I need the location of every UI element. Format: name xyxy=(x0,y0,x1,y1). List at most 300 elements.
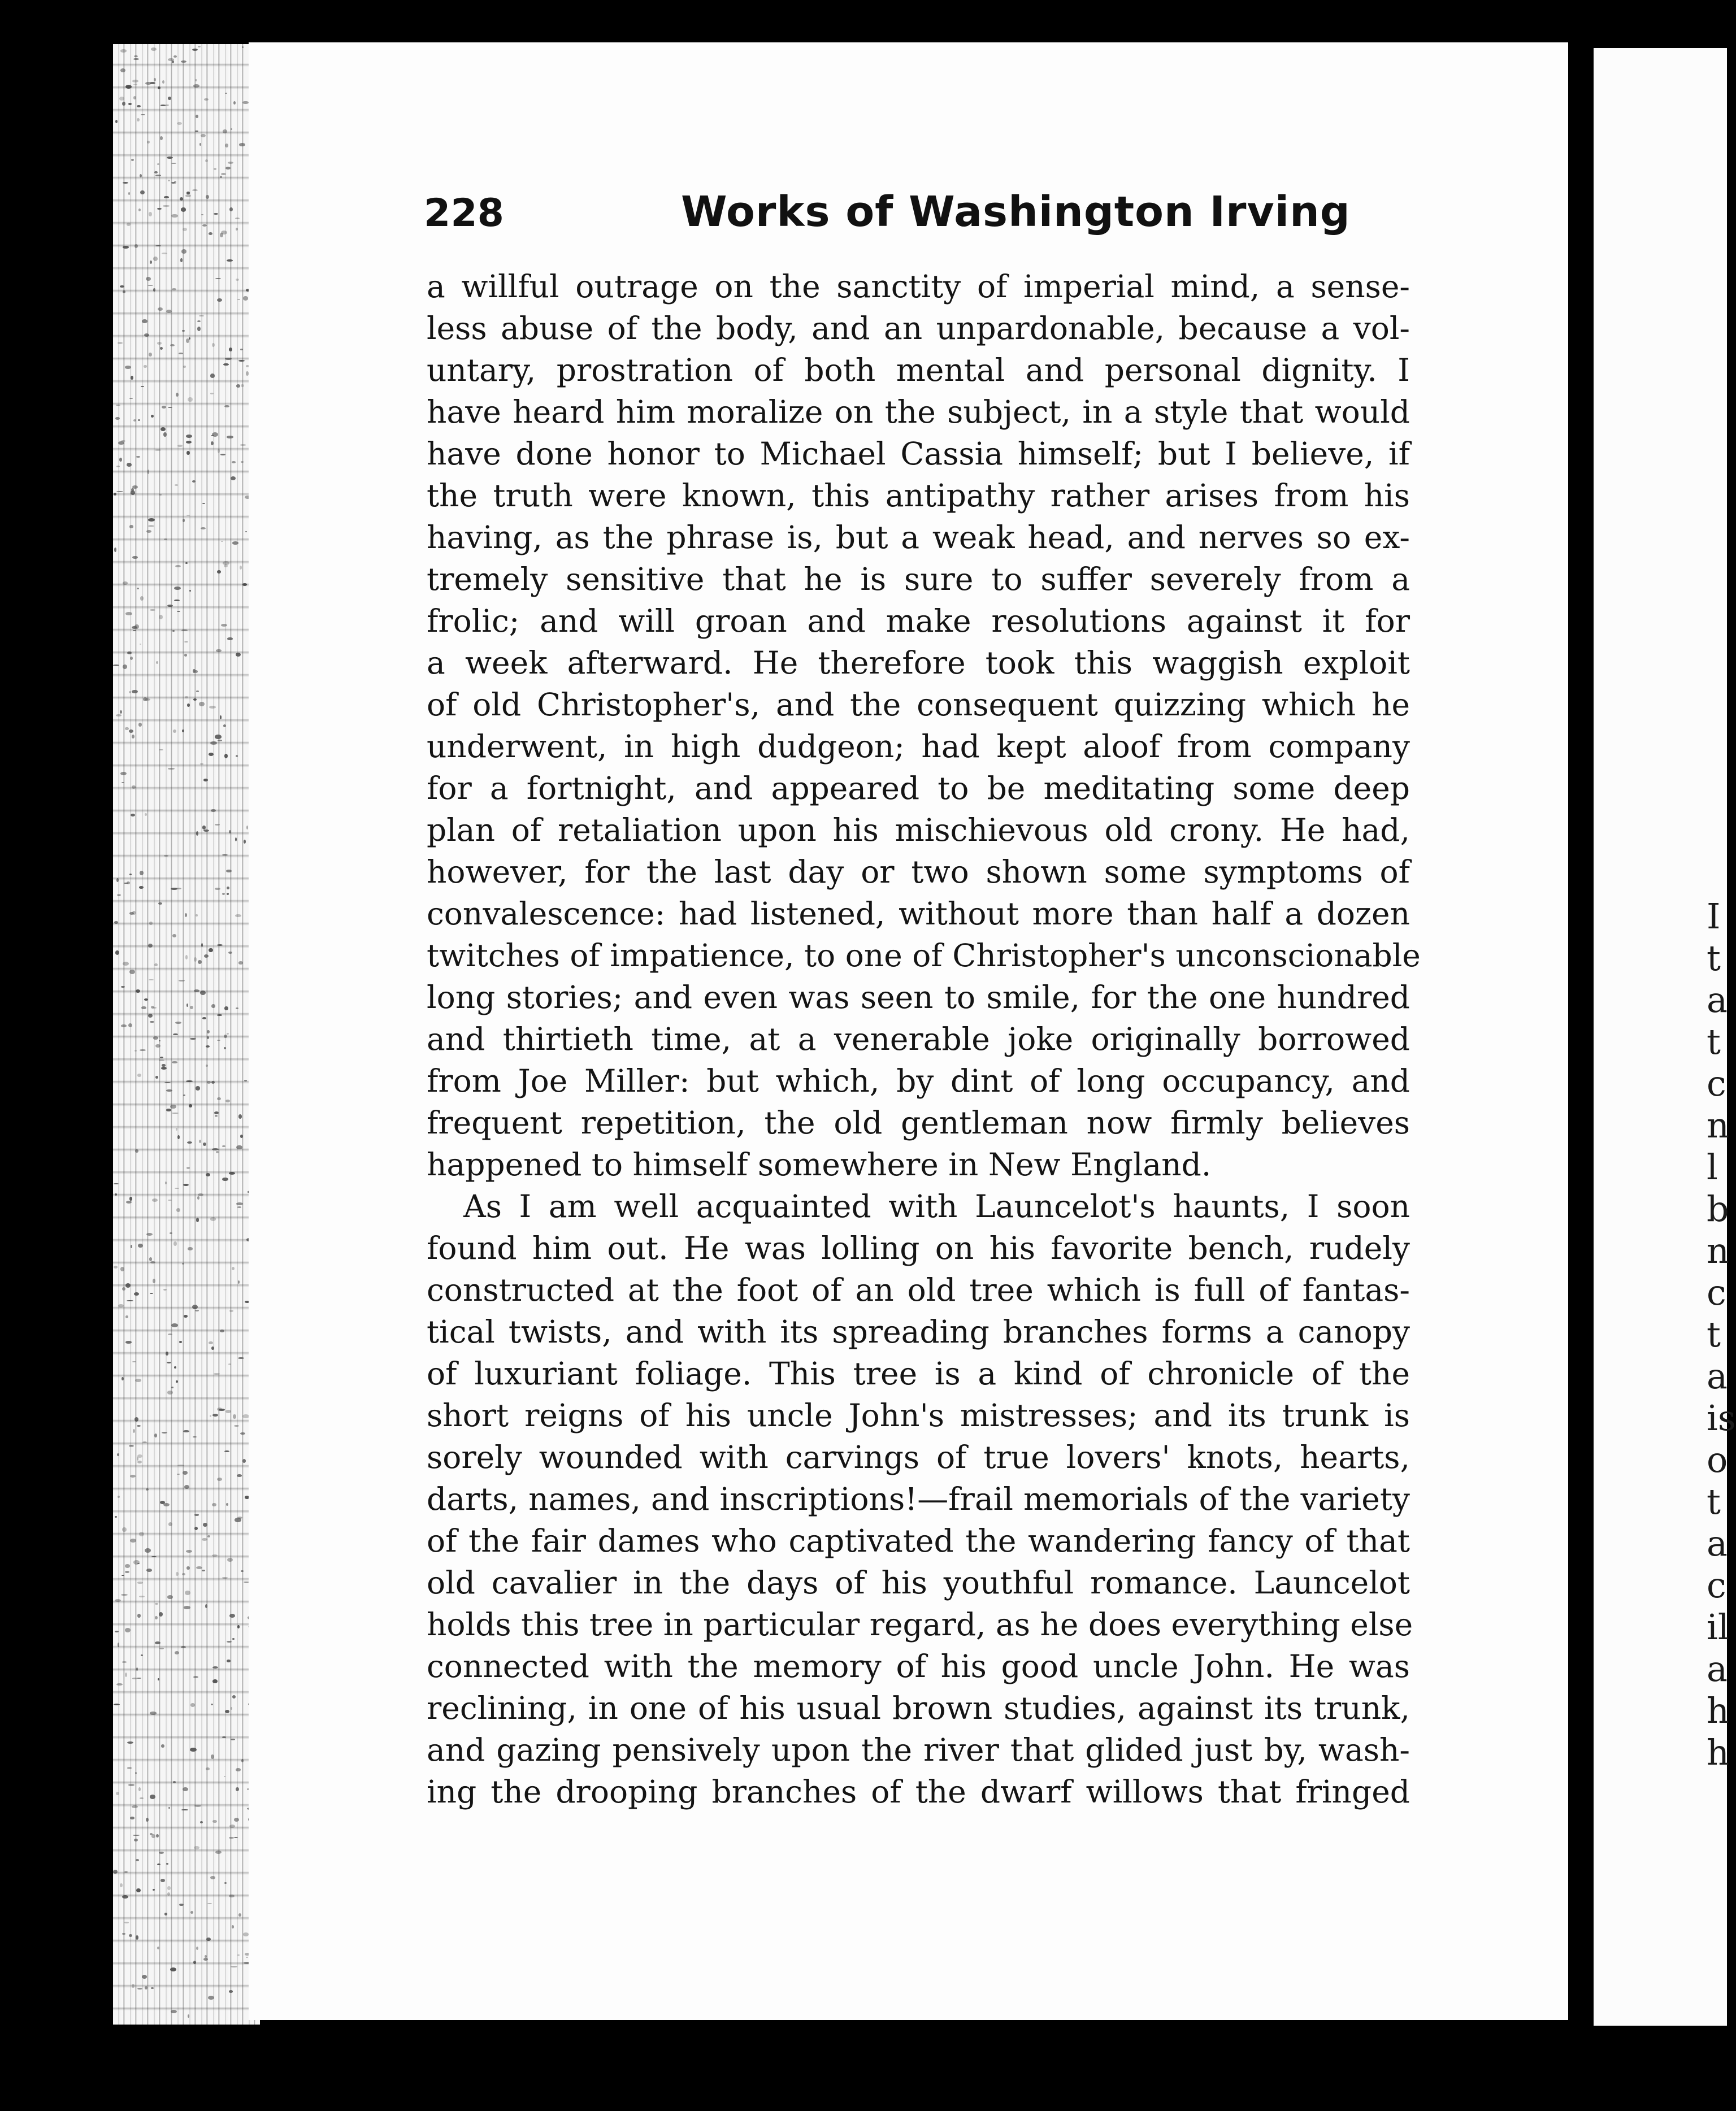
edge-speckle xyxy=(140,1049,146,1051)
edge-speckle xyxy=(156,1834,159,1838)
text-line: plan of retaliation upon his mischievous old crony. He had, xyxy=(427,812,1410,848)
edge-speckle xyxy=(132,1805,137,1808)
edge-speckle xyxy=(176,1572,179,1576)
edge-speckle xyxy=(146,1818,149,1822)
edge-speckle xyxy=(237,299,240,300)
edge-speckle xyxy=(186,435,193,438)
edge-speckle xyxy=(176,1128,177,1131)
edge-speckle xyxy=(125,1283,131,1288)
edge-speckle xyxy=(215,735,221,739)
edge-speckle xyxy=(196,914,197,916)
edge-speckle xyxy=(235,914,241,917)
edge-speckle xyxy=(132,556,138,559)
edge-speckle xyxy=(158,1678,159,1680)
edge-speckle xyxy=(234,1818,240,1822)
edge-speckle xyxy=(246,826,248,829)
edge-speckle xyxy=(122,1287,125,1291)
edge-speckle xyxy=(167,1892,170,1896)
edge-speckle xyxy=(245,531,247,532)
edge-speckle xyxy=(232,1695,236,1699)
edge-speckle xyxy=(219,1409,224,1411)
edge-speckle xyxy=(128,192,130,195)
edge-speckle xyxy=(184,1485,189,1489)
edge-speckle xyxy=(186,1004,188,1006)
edge-speckle xyxy=(224,1006,228,1010)
edge-speckle xyxy=(125,612,132,615)
edge-speckle xyxy=(229,1172,235,1175)
edge-speckle xyxy=(138,1787,141,1791)
edge-speckle xyxy=(133,1560,140,1565)
edge-speckle xyxy=(223,129,227,133)
edge-speckle xyxy=(144,998,148,1001)
edge-speckle xyxy=(206,1045,210,1048)
edge-speckle xyxy=(121,1024,127,1027)
edge-speckle xyxy=(132,1984,135,1987)
edge-speckle xyxy=(187,1141,192,1144)
edge-speckle xyxy=(121,440,125,442)
edge-speckle xyxy=(236,1007,238,1009)
edge-speckle xyxy=(210,393,214,394)
edge-speckle xyxy=(197,1196,199,1200)
edge-speckle xyxy=(166,1089,172,1092)
edge-speckle xyxy=(183,1471,188,1475)
edge-speckle xyxy=(189,1104,192,1107)
edge-speckle xyxy=(125,1673,127,1677)
edge-speckle xyxy=(227,1641,232,1643)
edge-speckle xyxy=(161,1067,167,1070)
edge-speckle xyxy=(132,80,138,82)
edge-speckle xyxy=(195,131,198,132)
edge-speckle xyxy=(197,320,201,322)
edge-speckle xyxy=(225,1410,231,1414)
edge-speckle xyxy=(236,228,237,231)
edge-speckle xyxy=(224,1035,228,1039)
edge-speckle xyxy=(211,1346,214,1350)
edge-speckle xyxy=(155,245,161,246)
edge-speckle xyxy=(149,353,152,357)
edge-speckle xyxy=(220,233,223,237)
edge-speckle xyxy=(217,1478,222,1481)
edge-speckle xyxy=(243,1932,249,1936)
edge-speckle xyxy=(172,630,175,632)
edge-speckle xyxy=(147,141,150,144)
edge-speckle xyxy=(225,1100,231,1102)
edge-speckle xyxy=(157,342,162,344)
edge-speckle xyxy=(127,651,132,654)
text-line: have heard him moralize on the subject, in a style that would xyxy=(427,394,1410,430)
edge-speckle xyxy=(202,224,207,227)
edge-speckle xyxy=(165,1182,167,1184)
edge-speckle xyxy=(200,991,206,995)
edge-speckle xyxy=(182,1573,185,1575)
edge-speckle xyxy=(227,259,233,262)
edge-speckle xyxy=(227,887,229,889)
edge-speckle xyxy=(237,1206,242,1207)
edge-speckle xyxy=(226,870,232,872)
edge-speckle xyxy=(177,445,183,447)
edge-speckle xyxy=(152,1198,158,1202)
edge-speckle xyxy=(225,358,232,359)
edge-speckle xyxy=(240,1432,245,1435)
edge-speckle xyxy=(136,989,140,993)
edge-speckle xyxy=(218,449,220,453)
edge-speckle xyxy=(241,384,244,387)
edge-speckle xyxy=(130,657,133,660)
edge-speckle xyxy=(150,1293,153,1294)
edge-speckle xyxy=(133,58,139,60)
text-line: darts, names, and inscriptions!—frail memorials of the variety xyxy=(427,1481,1410,1517)
edge-speckle xyxy=(228,162,234,164)
edge-speckle xyxy=(181,1646,186,1649)
text-line: having, as the phrase is, but a weak head, and nerves so ex- xyxy=(427,519,1410,555)
facing-letter: l xyxy=(1707,1146,1718,1188)
edge-speckle xyxy=(190,1006,193,1009)
edge-speckle xyxy=(200,763,204,765)
edge-speckle xyxy=(130,1475,136,1478)
edge-speckle xyxy=(131,490,135,494)
edge-speckle xyxy=(228,952,232,954)
edge-speckle xyxy=(222,1577,228,1579)
edge-speckle xyxy=(227,1033,229,1035)
edge-speckle xyxy=(223,363,229,366)
edge-speckle xyxy=(217,1014,222,1016)
edge-speckle xyxy=(114,921,118,924)
edge-speckle xyxy=(127,463,132,467)
edge-speckle xyxy=(168,180,170,181)
edge-speckle xyxy=(137,105,141,107)
facing-letter: c xyxy=(1707,1063,1726,1104)
edge-speckle xyxy=(222,854,228,855)
edge-speckle xyxy=(133,96,136,99)
edge-speckle xyxy=(227,436,233,438)
edge-speckle xyxy=(229,830,231,833)
edge-speckle xyxy=(195,79,197,81)
edge-speckle xyxy=(194,957,197,961)
edge-speckle xyxy=(239,143,246,146)
edge-speckle xyxy=(159,749,163,750)
edge-speckle xyxy=(137,1582,144,1583)
edge-speckle xyxy=(172,934,176,938)
edge-speckle xyxy=(216,649,221,652)
edge-speckle xyxy=(158,86,160,89)
edge-speckle xyxy=(229,207,233,212)
facing-letter: t xyxy=(1707,937,1721,979)
edge-speckle xyxy=(199,315,203,316)
text-line: long stories; and even was seen to smile, for the one hundred xyxy=(427,979,1410,1015)
edge-speckle xyxy=(242,46,244,48)
edge-speckle xyxy=(133,419,136,422)
edge-speckle xyxy=(175,484,179,486)
edge-speckle xyxy=(242,101,248,105)
edge-speckle xyxy=(201,943,203,947)
edge-speckle xyxy=(194,1805,201,1807)
edge-speckle xyxy=(116,466,120,467)
edge-speckle xyxy=(161,1744,164,1747)
edge-speckle xyxy=(231,1707,232,1710)
edge-speckle xyxy=(129,691,131,693)
edge-speckle xyxy=(156,661,158,664)
edge-speckle xyxy=(158,307,163,311)
edge-speckle xyxy=(212,1554,218,1557)
text-line: underwent, in high dudgeon; had kept aloof from company xyxy=(427,728,1410,765)
edge-speckle xyxy=(116,1792,119,1795)
edge-speckle xyxy=(166,1352,168,1356)
edge-speckle xyxy=(134,1292,139,1296)
edge-speckle xyxy=(212,1414,218,1417)
edge-speckle xyxy=(134,1839,138,1842)
edge-speckle xyxy=(238,1913,241,1917)
edge-speckle xyxy=(145,698,150,701)
edge-speckle xyxy=(120,1883,123,1887)
edge-speckle xyxy=(207,1903,212,1905)
edge-speckle xyxy=(240,566,242,570)
edge-speckle xyxy=(231,1966,237,1967)
text-line: constructed at the foot of an old tree which is full of fantas- xyxy=(427,1272,1410,1308)
edge-speckle xyxy=(123,664,127,669)
text-line: tremely sensitive that he is sure to suffer severely from a xyxy=(427,561,1410,597)
edge-speckle xyxy=(186,1566,189,1570)
edge-speckle xyxy=(128,1023,132,1027)
edge-speckle xyxy=(183,1184,189,1186)
edge-speckle xyxy=(242,583,247,585)
edge-speckle xyxy=(134,244,138,247)
edge-speckle xyxy=(192,1305,198,1309)
edge-speckle xyxy=(232,1267,235,1270)
edge-speckle xyxy=(183,228,187,231)
edge-speckle xyxy=(233,1414,236,1418)
edge-speckle xyxy=(196,1566,202,1569)
edge-speckle xyxy=(242,1414,249,1418)
edge-speckle xyxy=(227,1660,231,1662)
edge-speckle xyxy=(217,1097,222,1100)
edge-speckle xyxy=(185,955,188,959)
edge-speckle xyxy=(189,590,191,592)
edge-speckle xyxy=(229,1310,233,1312)
edge-speckle xyxy=(183,1787,189,1791)
edge-speckle xyxy=(154,963,157,966)
edge-speckle xyxy=(168,1334,172,1335)
edge-speckle xyxy=(211,809,215,812)
edge-speckle xyxy=(229,1990,233,1992)
edge-speckle xyxy=(235,1518,241,1522)
edge-speckle xyxy=(210,1876,215,1879)
edge-speckle xyxy=(138,1244,142,1248)
edge-speckle xyxy=(212,1679,217,1683)
edge-speckle xyxy=(146,1233,153,1236)
edge-speckle xyxy=(120,49,127,53)
edge-speckle xyxy=(176,1208,180,1212)
edge-speckle xyxy=(184,1606,190,1609)
edge-speckle xyxy=(159,1612,163,1617)
edge-speckle xyxy=(212,1148,219,1150)
edge-speckle xyxy=(134,55,138,57)
edge-speckle xyxy=(196,690,198,692)
edge-speckle xyxy=(206,1065,208,1067)
edge-speckle xyxy=(212,343,215,347)
edge-speckle xyxy=(215,278,221,279)
edge-speckle xyxy=(229,1837,234,1838)
edge-speckle xyxy=(177,1474,180,1475)
edge-speckle xyxy=(125,366,131,368)
edge-speckle xyxy=(194,670,198,672)
edge-speckle xyxy=(205,1604,207,1608)
facing-letter: h xyxy=(1707,1732,1729,1773)
edge-speckle xyxy=(196,831,199,836)
edge-speckle xyxy=(237,1625,240,1628)
edge-speckle xyxy=(218,740,222,741)
edge-speckle xyxy=(182,729,184,733)
edge-speckle xyxy=(137,1988,142,1990)
edge-speckle xyxy=(188,2014,189,2018)
edge-speckle xyxy=(175,565,181,568)
edge-speckle xyxy=(122,1895,128,1899)
edge-speckle xyxy=(140,871,144,875)
edge-speckle xyxy=(154,171,158,174)
edge-speckle xyxy=(132,485,138,489)
edge-speckle xyxy=(123,581,128,585)
edge-speckle xyxy=(229,1895,235,1897)
edge-speckle xyxy=(235,837,237,841)
edge-speckle xyxy=(131,814,135,816)
edge-speckle xyxy=(121,1594,128,1596)
edge-speckle xyxy=(209,1341,213,1344)
facing-page xyxy=(1594,48,1736,2026)
edge-speckle xyxy=(115,1599,121,1602)
text-line: less abuse of the body, and an unpardonable, because a vol- xyxy=(427,310,1410,346)
edge-speckle xyxy=(155,1641,160,1644)
edge-speckle xyxy=(137,118,140,122)
edge-speckle xyxy=(150,609,156,611)
edge-speckle xyxy=(115,1193,117,1196)
edge-speckle xyxy=(164,538,167,540)
edge-speckle xyxy=(217,570,221,574)
edge-speckle xyxy=(215,888,220,890)
facing-letter: il xyxy=(1707,1606,1729,1648)
edge-speckle xyxy=(193,1676,198,1678)
edge-speckle xyxy=(138,419,140,422)
text-line: tical twists, and with its spreading branches forms a canopy xyxy=(427,1314,1410,1350)
edge-speckle xyxy=(227,637,232,640)
edge-speckle xyxy=(148,944,153,948)
edge-speckle xyxy=(145,813,147,815)
edge-speckle xyxy=(136,456,140,458)
edge-speckle xyxy=(222,1178,228,1181)
edge-speckle xyxy=(141,386,144,388)
edge-speckle xyxy=(130,1539,136,1543)
edge-speckle xyxy=(125,1341,131,1344)
edge-speckle xyxy=(186,338,189,343)
edge-speckle xyxy=(236,755,238,757)
text-line: untary, prostration of both mental and personal dignity. I xyxy=(427,352,1410,388)
edge-speckle xyxy=(151,415,153,418)
edge-speckle xyxy=(167,157,173,159)
text-line: ing the drooping branches of the dwarf willows that fringed xyxy=(427,1774,1410,1810)
edge-speckle xyxy=(174,587,181,590)
edge-speckle xyxy=(151,1987,154,1989)
edge-speckle xyxy=(202,1570,205,1571)
edge-speckle xyxy=(181,629,188,631)
edge-speckle xyxy=(124,1871,128,1873)
edge-speckle xyxy=(240,1135,243,1137)
edge-speckle xyxy=(170,1232,172,1234)
edge-speckle xyxy=(188,1247,193,1250)
edge-speckle xyxy=(240,444,246,445)
edge-speckle xyxy=(173,729,176,733)
edge-speckle xyxy=(212,1820,217,1823)
edge-speckle xyxy=(220,176,222,179)
edge-speckle xyxy=(241,461,244,463)
edge-speckle xyxy=(238,1114,242,1118)
edge-speckle xyxy=(236,1145,242,1150)
edge-speckle xyxy=(222,893,225,895)
edge-speckle xyxy=(167,605,172,607)
edge-speckle xyxy=(150,1021,154,1022)
text-line: sorely wounded with carvings of true lovers' knots, hearts, xyxy=(427,1439,1410,1475)
edge-speckle xyxy=(179,353,183,354)
edge-speckle xyxy=(150,82,155,85)
edge-speckle xyxy=(222,1736,226,1738)
edge-speckle xyxy=(132,1678,137,1679)
edge-speckle xyxy=(150,260,153,264)
edge-speckle xyxy=(144,333,150,337)
edge-speckle xyxy=(173,1781,176,1783)
edge-speckle xyxy=(207,1036,209,1039)
edge-speckle xyxy=(155,1076,158,1078)
edge-speckle xyxy=(181,207,186,212)
edge-speckle xyxy=(155,175,161,176)
edge-speckle xyxy=(186,1550,192,1553)
edge-speckle xyxy=(206,195,209,199)
edge-speckle xyxy=(223,561,229,565)
text-line: however, for the last day or two shown some symptoms of xyxy=(427,854,1410,890)
edge-speckle xyxy=(127,1300,133,1301)
edge-speckle xyxy=(186,515,190,516)
edge-speckle xyxy=(121,1377,123,1380)
edge-speckle xyxy=(140,596,144,600)
edge-speckle xyxy=(115,950,120,955)
edge-speckle xyxy=(173,1033,178,1035)
edge-speckle xyxy=(137,1678,141,1679)
edge-speckle xyxy=(142,1441,147,1443)
edge-speckle xyxy=(115,1631,119,1632)
edge-speckle xyxy=(222,1145,225,1147)
edge-speckle xyxy=(214,213,218,215)
edge-speckle xyxy=(220,454,226,455)
edge-speckle xyxy=(212,432,218,437)
edge-speckle xyxy=(127,223,131,226)
edge-speckle xyxy=(236,384,240,387)
edge-speckle xyxy=(125,1571,129,1574)
edge-speckle xyxy=(175,1651,180,1654)
edge-speckle xyxy=(163,1503,170,1506)
edge-speckle xyxy=(132,911,136,915)
text-line: holds this tree in particular regard, as he does everything else xyxy=(427,1606,1413,1643)
edge-speckle xyxy=(140,174,142,178)
edge-speckle xyxy=(172,288,176,290)
edge-speckle xyxy=(240,349,243,351)
edge-speckle xyxy=(155,449,161,451)
edge-speckle xyxy=(146,530,151,533)
edge-speckle xyxy=(224,1047,227,1049)
edge-speckle xyxy=(146,1569,151,1572)
edge-speckle xyxy=(163,205,169,207)
facing-letter: c xyxy=(1707,1272,1726,1313)
edge-speckle xyxy=(186,192,190,194)
edge-speckle xyxy=(199,702,204,706)
edge-speckle xyxy=(162,406,166,409)
edge-speckle xyxy=(167,1391,173,1394)
page-number: 228 xyxy=(424,191,504,236)
